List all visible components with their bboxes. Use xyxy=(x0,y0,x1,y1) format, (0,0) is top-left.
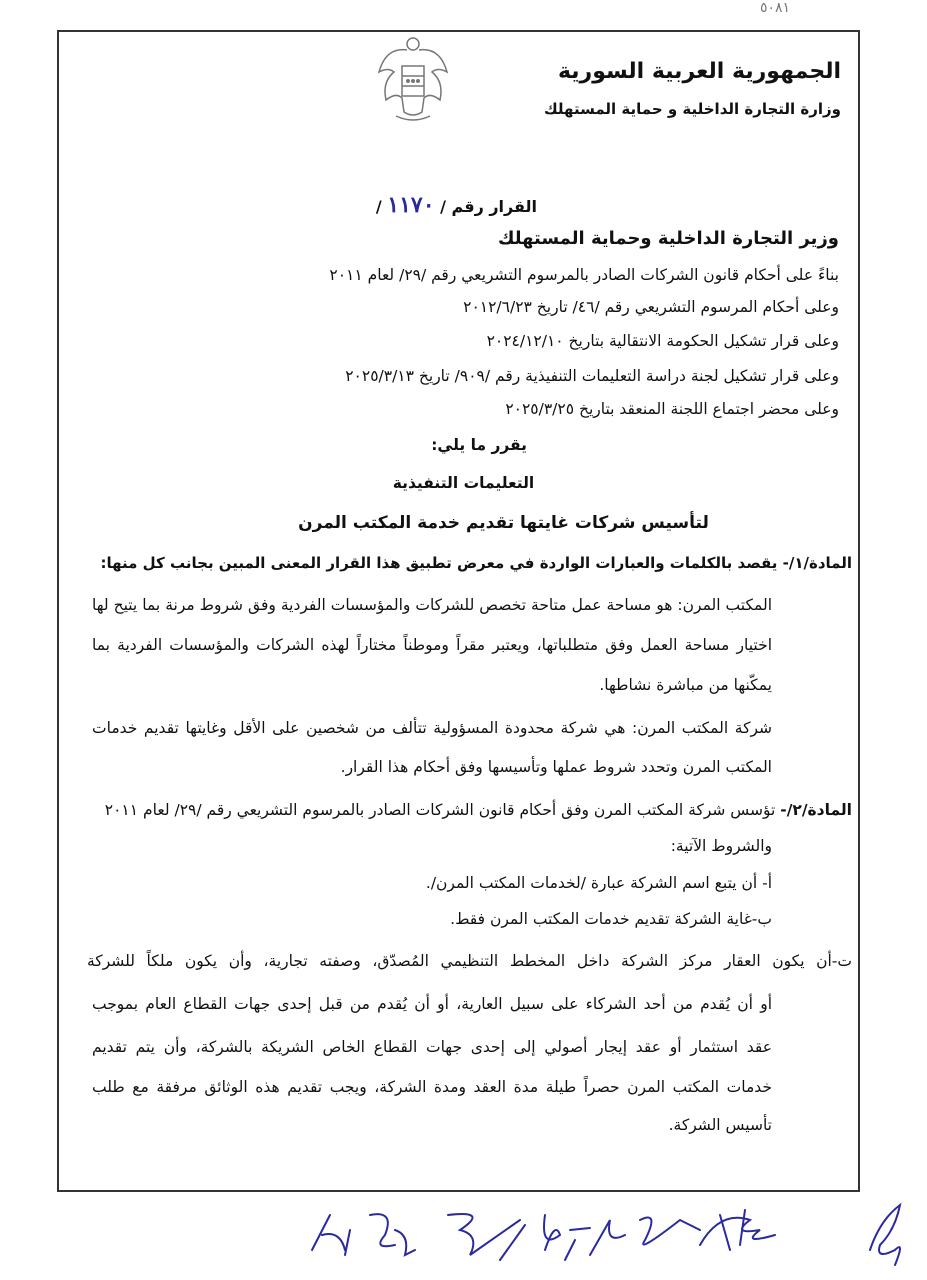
preamble-line: وعلى قرار تشكيل الحكومة الانتقالية بتاريخ ٢٠٢٤/١٢/١٠ xyxy=(486,332,839,350)
minister-title: وزير التجارة الداخلية وحماية المستهلك xyxy=(498,228,839,249)
definition-line: اختيار مساحة العمل وفق متطلباتها، ويعتبر مقراً وموطناً مختاراً لهذه الشركات والمؤسسات الفردية بما xyxy=(92,636,772,654)
conditions-intro: والشروط الآتية: xyxy=(670,837,772,855)
article-2-label: المادة/٢/- xyxy=(780,801,852,819)
decides-heading: يقرر ما يلي: xyxy=(431,436,527,454)
signature-mark xyxy=(448,1214,525,1260)
condition-t-line: خدمات المكتب المرن حصراً طيلة مدة العقد ومدة الشركة، ويجب تقديم هذه الوثائق مرفقة مع طلب xyxy=(92,1078,772,1096)
decision-label: القرار رقم / xyxy=(440,197,537,216)
condition-t-line: تأسيس الشركة. xyxy=(668,1116,772,1134)
condition-t-line: ت-أن يكون العقار مركز الشركة داخل المخطط التنظيمي المُصدّق، وصفته تجارية، وأن يكون ملكاً للشركة xyxy=(87,952,852,970)
page-number: ٥٠٨١ xyxy=(760,0,791,16)
definition-line: المكتب المرن: هو مساحة عمل متاحة تخصص للشركات والمؤسسات الفردية وفق شروط مرنة بما يتيح لها xyxy=(92,596,772,614)
article-2-text: تؤسس شركة المكتب المرن وفق أحكام قانون الشركات الصادر بالمرسوم التشريعي رقم /٢٩/ لعام ٢٠١١ xyxy=(104,801,776,819)
preamble-line: وعلى محضر اجتماع اللجنة المنعقد بتاريخ ٢٠٢٥/٣/٢٥ xyxy=(505,400,839,418)
preamble-line: وعلى أحكام المرسوم التشريعي رقم /٤٦/ تاريخ ٢٠١٢/٦/٢٣ xyxy=(463,298,839,316)
signatures xyxy=(0,1190,927,1280)
preamble-line: وعلى قرار تشكيل لجنة دراسة التعليمات التنفيذية رقم /٩٠٩/ تاريخ ٢٠٢٥/٣/١٣ xyxy=(345,367,839,385)
article-1-heading: المادة/١/- يقصد بالكلمات والعبارات الواردة في معرض تطبيق هذا القرار المعنى المبين بجانب كل منها: xyxy=(100,554,852,572)
condition-t-line: أو أن يُقدم من أحد الشركاء على سبيل العارية، أو أن يُقدم من قبل إحدى جهات القطاع العام بموجب xyxy=(92,995,772,1013)
decision-close: / xyxy=(375,197,382,216)
emblem-icon xyxy=(376,32,450,124)
section-title: التعليمات التنفيذية xyxy=(392,474,535,492)
section-subtitle: لتأسيس شركات غايتها تقديم خدمة المكتب المرن xyxy=(298,513,709,533)
definition-line: المكتب المرن وتحدد شروط عملها وتأسيسها وفق أحكام هذا القرار. xyxy=(340,758,772,776)
handwritten-number: ١١٧٠ xyxy=(387,192,435,218)
signature-mark xyxy=(312,1215,350,1255)
definition-line: يمكّنها من مباشرة نشاطها. xyxy=(599,676,772,694)
signature-mark xyxy=(700,1210,775,1250)
article-2-heading xyxy=(105,799,852,821)
signature-mark xyxy=(370,1214,415,1255)
country-title: الجمهورية العربية السورية xyxy=(557,59,841,84)
preamble-line: بناءً على أحكام قانون الشركات الصادر بالمرسوم التشريعي رقم /٢٩/ لعام ٢٠١١ xyxy=(329,266,839,284)
condition-t-line: عقد استثمار أو عقد إيجار أصولي إلى إحدى جهات القطاع الخاص الشريكة بالشركة، وأن يتم تقديم xyxy=(92,1038,772,1056)
signature-mark xyxy=(590,1218,700,1256)
signature-mark xyxy=(544,1215,590,1260)
condition-b: ب-غاية الشركة تقديم خدمات المكتب المرن فقط. xyxy=(450,910,772,928)
decision-number xyxy=(376,190,537,222)
ministry-name: وزارة التجارة الداخلية و حماية المستهلك xyxy=(543,100,841,118)
condition-a: أ- أن يتبع اسم الشركة عبارة /لخدمات المكتب المرن/. xyxy=(425,874,772,892)
definition-line: شركة المكتب المرن: هي شركة محدودة المسؤولية تتألف من شخصين على الأقل وغايتها تقديم خدمات xyxy=(92,719,772,737)
signature-mark xyxy=(870,1205,900,1265)
